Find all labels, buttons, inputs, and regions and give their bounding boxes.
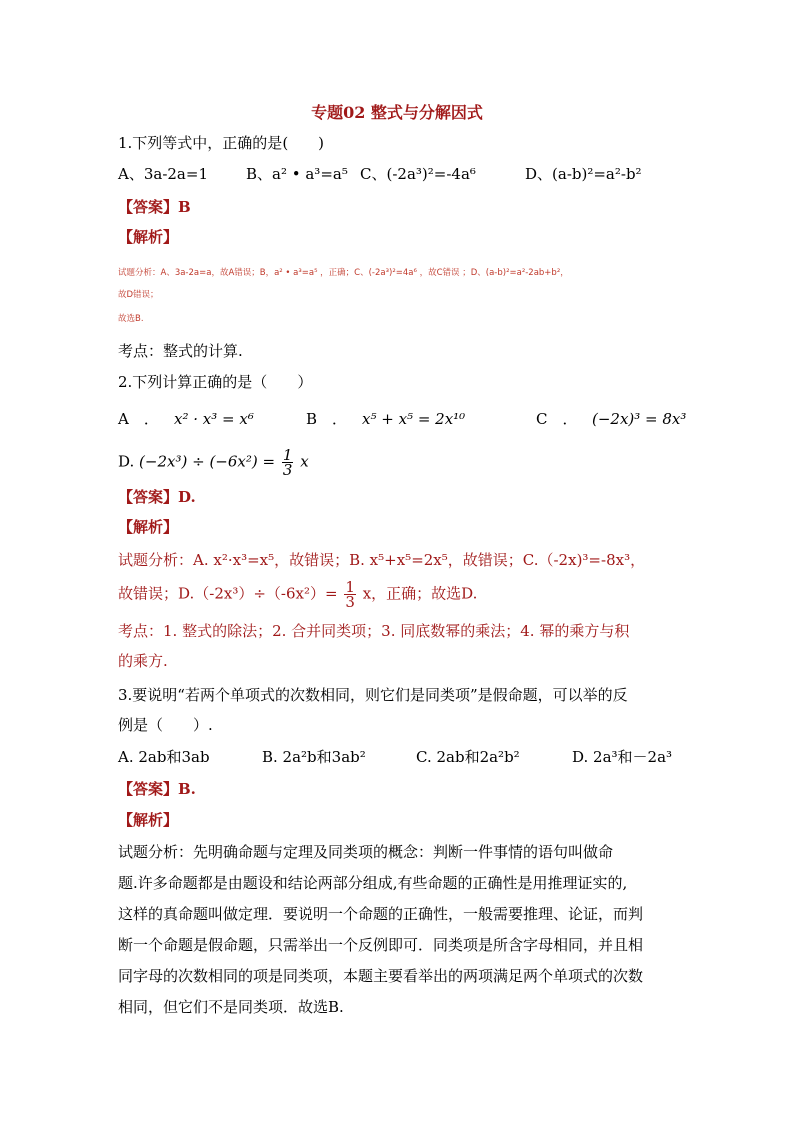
fraction-denominator: 3 [345,593,355,611]
q1-analysis-line: 故选B. [118,314,144,324]
q3-analysis-line: 试题分析：先明确命题与定理及同类项的概念：判断一件事情的语句叫做命 [118,843,614,861]
q2-option-b-label: B ． [306,410,348,428]
page-title: 专题02 整式与分解因式 [311,103,483,122]
q2-stem: 2.下列计算正确的是（ ） [118,373,313,391]
q1-analysis-label: 【解析】 [118,228,179,246]
q1-option-b: B、a² • a³=a⁵ [246,165,348,183]
q1-option-d: D、(a-b)²=a²-b² [525,165,642,183]
q3-answer: 【答案】B. [118,780,196,798]
q3-analysis-line: 这样的真命题叫做定理．要说明一个命题的正确性，一般需要推理、论证，而判 [118,905,644,923]
q2-option-c: (−2x)³ = 8x³ [592,410,687,428]
q3-option-a: A. 2ab和3ab [118,748,210,766]
q3-analysis-line: 断一个命题是假命题，只需举出一个反例即可．同类项是所含字母相同，并且相 [118,936,644,954]
q3-analysis-label: 【解析】 [118,811,179,829]
q2-option-c-label: C ． [536,410,578,428]
q1-analysis-line: 试题分析：A、3a-2a=a，故A错误；B，a² • a³=a⁵ ，正确；C、(-2a³)²=4a⁶ ，故C错误 ；D、(a-b)²=a²-2ab+b²， [118,268,569,278]
q2-analysis-line2-start: 故错误；D.（-2x³）÷（-6x²）= [118,584,338,603]
q2-option-d-fraction [282,448,294,477]
q1-option-a: A、3a-2a=1 [118,165,208,183]
q1-stem: 1.下列等式中，正确的是( ) [118,134,325,152]
q3-option-c: C. 2ab和2a²b² [416,748,520,766]
q2-option-a: x² · x³ = x⁶ [174,410,254,428]
q1-analysis-line: 故D错误； [118,290,159,300]
fraction-numerator: 1 [345,578,355,596]
q2-analysis-line [118,580,477,609]
q3-option-d: D. 2a³和－2a³ [572,748,673,766]
q1-option-c: C、(-2a³)²=-4a⁶ [360,165,476,183]
fraction-denominator: 3 [282,461,293,479]
q2-analysis-line2-end: x，正确；故选D. [362,584,478,603]
q3-stem: 例是（ ）. [118,716,213,734]
q2-option-a-label: A ． [118,410,159,428]
fraction-numerator: 1 [282,446,293,464]
q1-kaodian: 考点：整式的计算. [118,342,243,360]
q2-kaodian: 考点：1. 整式的除法；2. 合并同类项；3. 同底数幂的乘法；4. 幂的乘方与积 [118,622,630,640]
q3-option-b: B. 2a²b和3ab² [262,748,366,766]
q2-option-d-expr: (−2x³) ÷ (−6x²) = [139,452,276,471]
q2-option-d-tail: x [300,452,309,471]
q3-analysis-line: 题.许多命题都是由题设和结论两部分组成,有些命题的正确性是用推理证实的, [118,874,628,892]
q2-option-d [118,448,309,477]
q3-stem: 3.要说明“若两个单项式的次数相同，则它们是同类项”是假命题，可以举的反 [118,686,628,704]
q2-kaodian: 的乘方. [118,652,168,670]
q2-option-d-label: D. [118,452,135,471]
q2-analysis-line: 试题分析：A. x²·x³=x⁵，故错误；B. x⁵+x⁵=2x⁵，故错误；C.（-2x)³=-8x³， [118,551,646,569]
q2-option-b: x⁵ + x⁵ = 2x¹⁰ [362,410,466,428]
q2-analysis-label: 【解析】 [118,518,179,536]
q1-answer: 【答案】B [118,198,191,216]
q2-analysis-fraction [344,580,356,609]
q3-analysis-line: 相同，但它们不是同类项．故选B. [118,998,344,1016]
q3-analysis-line: 同字母的次数相同的项是同类项，本题主要看举出的两项满足两个单项式的次数 [118,967,644,985]
q2-answer: 【答案】D. [118,488,196,506]
